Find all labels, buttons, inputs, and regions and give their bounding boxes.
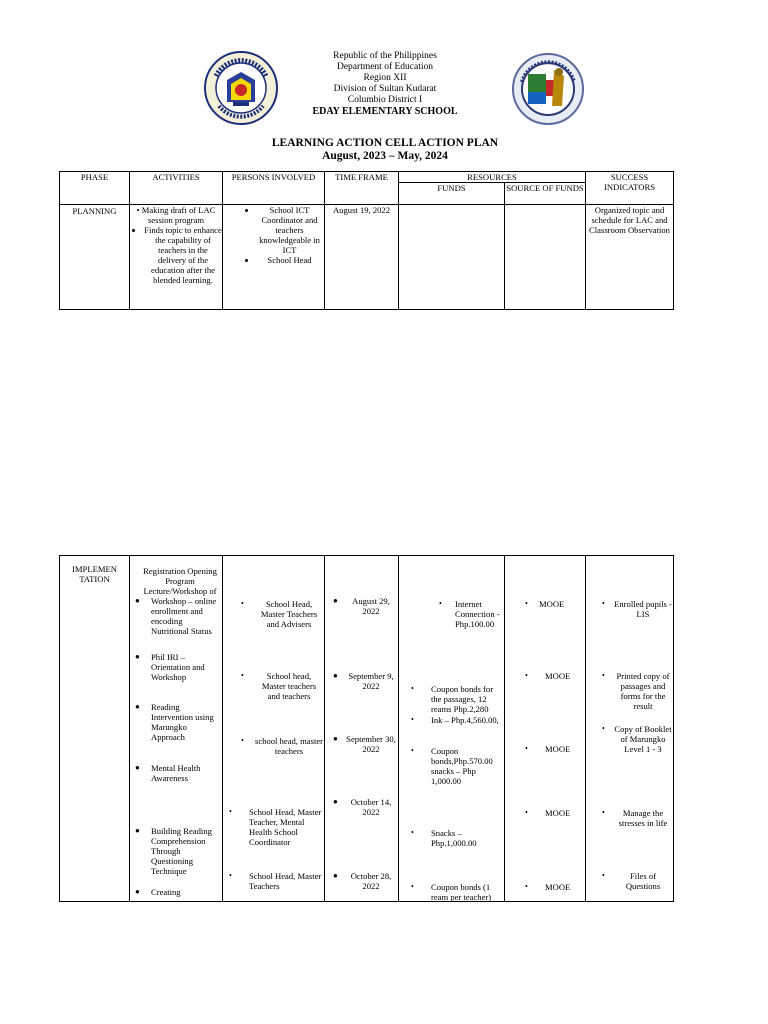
list-item: • MOOE [525, 882, 571, 892]
table-row [60, 556, 674, 902]
list-item: • Printed copy of passages and forms for the result [602, 671, 670, 711]
list-item: ● October 14, 2022 [333, 797, 392, 817]
list-item: • School Head, Master Teacher, Mental Health School Coordinator [229, 807, 322, 847]
list-item: ● Building Reading Comprehension Through Questioning Technique [135, 826, 212, 876]
list-item: ● Mental Health Awareness [135, 763, 201, 783]
funds-cell [399, 556, 505, 902]
list-item: • Copy of Booklet of Marungko Level 1 - 3 [602, 724, 672, 754]
list-item: ● September 9, 2022 [333, 671, 394, 691]
list-item: • Making draft of LAC session program [136, 205, 216, 225]
list-item: ● Reading Intervention using Marungko Approach [135, 702, 214, 742]
list-item: ● Phil IRI – Orientation and Workshop [135, 652, 205, 682]
header-line: Region XII [363, 73, 407, 83]
header-line: Division of Sultan Kudarat [333, 84, 437, 94]
division-seal [510, 52, 586, 126]
list-item: • Snacks – Php.1,000.00 [411, 828, 477, 848]
list-item: • Finds topic to enhance the capability of teachers in the delivery of the education after the blended learning. [144, 225, 222, 285]
list-item: • School head, Master teachers and teachers [241, 671, 317, 701]
title-main: LEARNING ACTION CELL ACTION PLAN [271, 137, 499, 149]
plan-title [200, 137, 570, 163]
header-line: Department of Education [336, 62, 434, 72]
funds-cell [399, 205, 505, 310]
list-item: • Manage the stresses in life [602, 808, 668, 828]
persons-cell [223, 556, 325, 902]
office-header [260, 51, 510, 117]
list-item: • School ICT Coordinator and teachers knowledgeable in ICT [257, 205, 322, 255]
success-cell: Organized topic and schedule for LAC and Classroom Observation [586, 205, 674, 310]
success-cell [586, 556, 674, 902]
list-item: • School Head, Master Teachers and Advisers [241, 599, 318, 629]
list-item: ● October 28, 2022 [333, 871, 392, 891]
list-item: • Internet Connection - Php.100.00 [439, 599, 500, 629]
list-item: • Coupon bonds for the passages, 12 reams Php.2,280 [411, 684, 494, 714]
persons-cell [223, 205, 325, 310]
time-cell: August 19, 2022 [325, 205, 399, 310]
phase-cell: IMPLEMEN TATION [60, 556, 130, 902]
list-item: ● September 30, 2022 [333, 734, 396, 754]
header-line: Columbio District I [347, 95, 423, 105]
col-funds: FUNDS [399, 183, 505, 205]
list-item: • MOOE [525, 599, 565, 609]
list-item: • Enrolled pupils - LIS [602, 599, 672, 619]
col-time-frame: TIME FRAME [325, 172, 399, 205]
implementation-table [59, 555, 674, 902]
activity-intro: Registration Opening Program Lecture/Workshop of [143, 566, 217, 596]
planning-table [59, 171, 674, 310]
list-item: ● Workshop – online enrollment and encoding Nutritional Status [135, 596, 217, 636]
list-item: • school head, master teachers [241, 736, 324, 756]
col-persons: PERSONS INVOLVED [223, 172, 325, 205]
list-item: • MOOE [525, 808, 571, 818]
table-row [60, 205, 674, 310]
col-resources: RESOURCES [399, 172, 586, 183]
col-source: SOURCE OF FUNDS [505, 183, 586, 205]
phase-cell: PLANNING [60, 205, 130, 310]
col-activities: ACTIVITIES [130, 172, 223, 205]
time-cell [325, 556, 399, 902]
list-item: ● August 29, 2022 [333, 596, 390, 616]
list-item: • School Head [257, 255, 322, 265]
list-item: • Files of Questions [602, 871, 661, 891]
source-cell [505, 556, 586, 902]
title-sub: August, 2023 – May, 2024 [322, 150, 448, 162]
list-item: ● Creating [135, 887, 181, 897]
list-item: • MOOE [525, 744, 571, 754]
activities-cell [130, 556, 223, 902]
list-item: • School Head, Master Teachers [229, 871, 322, 891]
list-item: • Coupon bonds (1 ream per teacher) [411, 882, 492, 902]
col-phase: PHASE [60, 172, 130, 205]
header-line: Republic of the Philippines [333, 51, 437, 61]
activities-cell [130, 205, 223, 310]
source-cell [505, 205, 586, 310]
col-success: SUCCESS INDICATORS [586, 172, 674, 205]
list-item: • MOOE [525, 671, 571, 681]
list-item: • Coupon bonds,Php.570.00 snacks – Php 1,000.00 [411, 746, 493, 786]
school-name: EDAY ELEMENTARY SCHOOL [312, 106, 458, 117]
list-item: • Ink – Php.4,560.00, [411, 715, 499, 725]
